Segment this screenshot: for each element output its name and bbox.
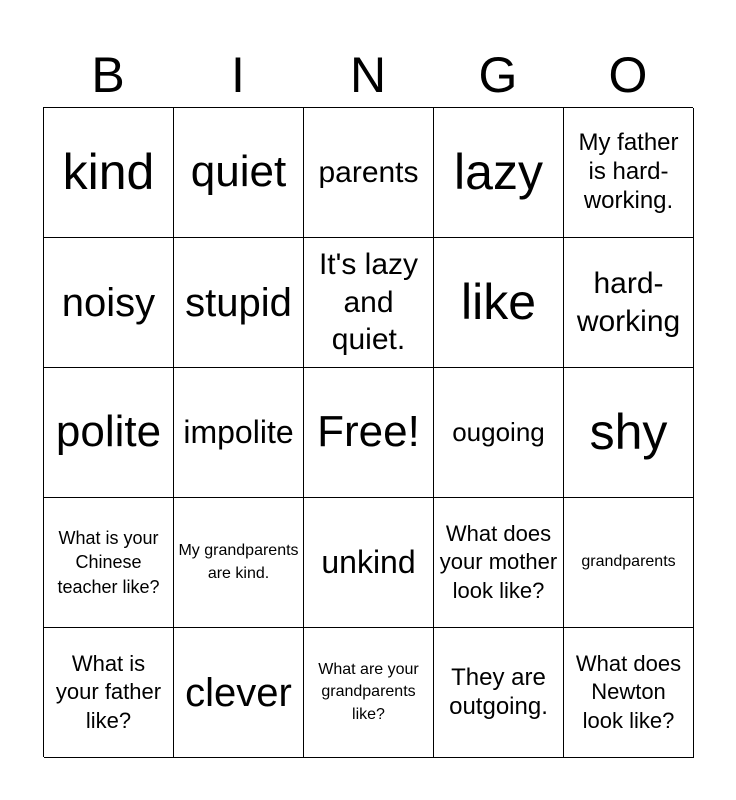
- header-letter-i: I: [231, 47, 245, 103]
- bingo-cell: My grandparents are kind.: [174, 498, 304, 628]
- bingo-cell: parents: [304, 108, 434, 238]
- bingo-board: [43, 107, 693, 757]
- bingo-cell: What does Newton look like?: [564, 628, 694, 758]
- bingo-cell: What are your grandparents like?: [304, 628, 434, 758]
- bingo-cell: impolite: [174, 368, 304, 498]
- bingo-cell: polite: [44, 368, 174, 498]
- bingo-cell: ougoing: [434, 368, 564, 498]
- bingo-cell: hard-working: [564, 238, 694, 368]
- bingo-cell: kind: [44, 108, 174, 238]
- bingo-cell: Free!: [304, 368, 434, 498]
- bingo-cell: clever: [174, 628, 304, 758]
- bingo-cell: like: [434, 238, 564, 368]
- bingo-cell: My father is hard-working.: [564, 108, 694, 238]
- bingo-cell: It's lazy and quiet.: [304, 238, 434, 368]
- bingo-cell: stupid: [174, 238, 304, 368]
- header-letter-n: N: [349, 47, 387, 103]
- header-letter-o: O: [608, 47, 648, 103]
- bingo-cell: shy: [564, 368, 694, 498]
- bingo-cell: What is your Chinese teacher like?: [44, 498, 174, 628]
- header-letter-b: B: [91, 47, 125, 103]
- bingo-header: [43, 44, 693, 106]
- bingo-cell: They are outgoing.: [434, 628, 564, 758]
- bingo-cell: What does your mother look like?: [434, 498, 564, 628]
- bingo-cell: What is your father like?: [44, 628, 174, 758]
- bingo-cell: quiet: [174, 108, 304, 238]
- bingo-cell: lazy: [434, 108, 564, 238]
- header-letter-g: G: [478, 47, 518, 103]
- bingo-cell: noisy: [44, 238, 174, 368]
- bingo-cell: grandparents: [564, 498, 694, 628]
- bingo-cell: unkind: [304, 498, 434, 628]
